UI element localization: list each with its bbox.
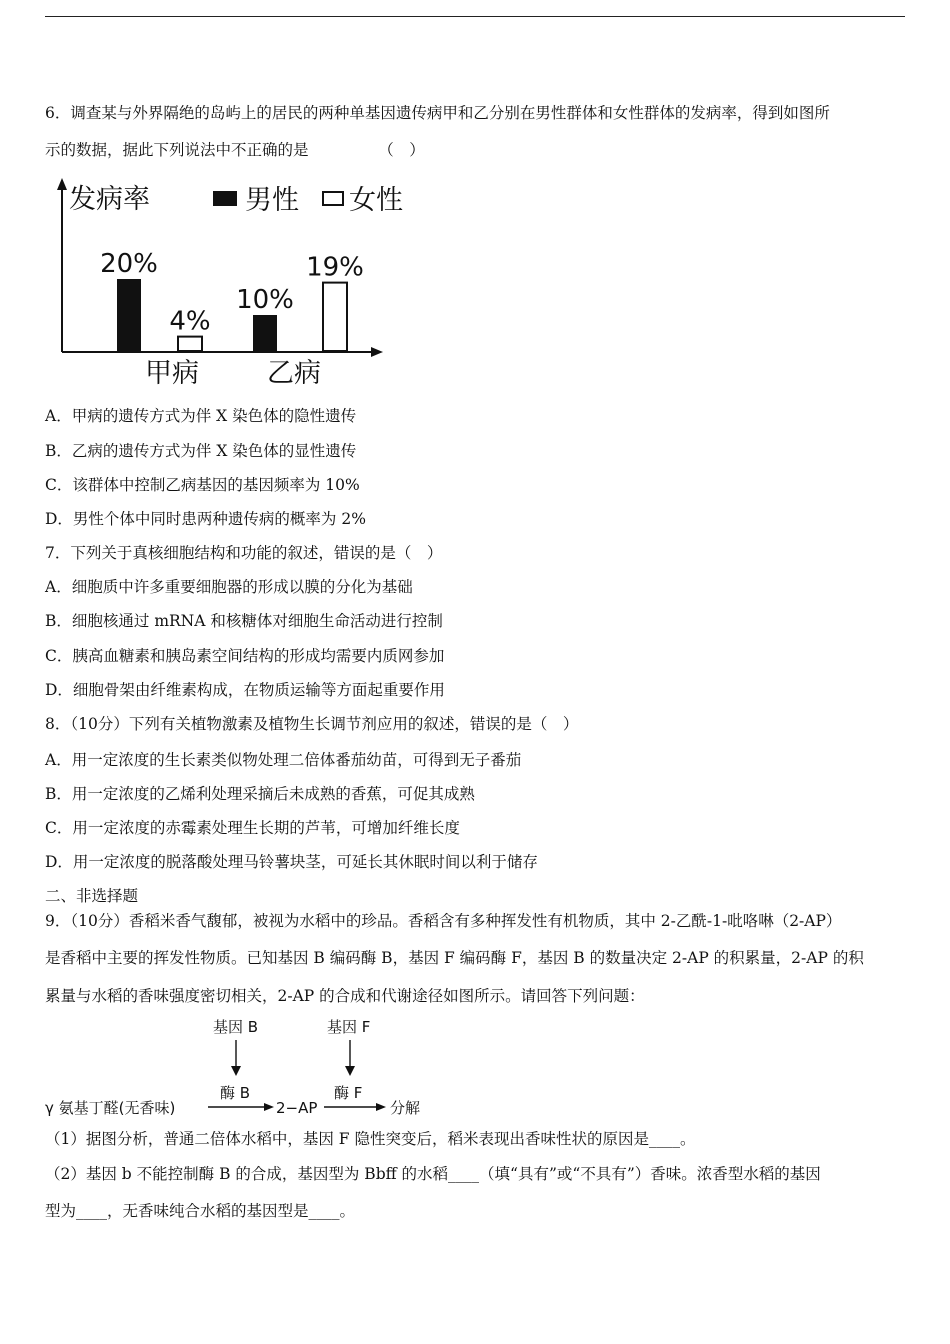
q7-stem: 7．下列关于真核细胞结构和功能的叙述，错误的是（ ） [45, 544, 443, 562]
x-axis-arrow-icon [371, 347, 383, 357]
q9-sub2-line1: （2）基因 b 不能控制酶 B 的合成，基因型为 Bbff 的水稻____（填“具有”或“不具有”）香味。浓香型水稻的基因 [45, 1165, 821, 1183]
q6-option-a: A．甲病的遗传方式为伴 X 染色体的隐性遗传 [45, 407, 357, 425]
legend-male-label: 男性 [245, 185, 299, 216]
enzyme-f-label: 酶 F [334, 1084, 363, 1102]
header-rule [45, 16, 905, 17]
q6-option-b: B．乙病的遗传方式为伴 X 染色体的显性遗传 [45, 442, 357, 460]
enzyme-b-label: 酶 B [220, 1084, 251, 1102]
product-label: 2−AP [276, 1099, 318, 1117]
data-label-male-yi: 10% [236, 285, 294, 315]
q8-stem: 8．（10分）下列有关植物激素及植物生长调节剂应用的叙述，错误的是（ ） [45, 715, 579, 733]
substrate-label: γ 氨基丁醛(无香味) [45, 1099, 176, 1117]
q8-option-a: A．用一定浓度的生长素类似物处理二倍体番茄幼苗，可得到无子番茄 [45, 751, 522, 769]
q6-stem-line1: 6．调查某与外界隔绝的岛屿上的居民的两种单基因遗传病甲和乙分别在男性群体和女性群体的发病率，得到如图所 [45, 104, 830, 122]
q9-stem-line1: 9．（10分）香稻米香气馥郁，被视为水稻中的珍品。香稻含有多种挥发性有机物质，其中 2-乙酰-1-吡咯啉（2-AP） [45, 912, 842, 930]
bar-female-yi [323, 283, 347, 351]
q9-sub1: （1）据图分析，普通二倍体水稻中，基因 F 隐性突变后，稻米表现出香味性状的原因是____。 [45, 1130, 696, 1148]
q7-option-a: A．细胞质中许多重要细胞器的形成以膜的分化为基础 [45, 578, 413, 596]
q8-option-d: D．用一定浓度的脱落酸处理马铃薯块茎，可延长其休眠时间以利于储存 [45, 853, 538, 871]
q9-stem-line3: 累量与水稻的香味强度密切相关，2-AP 的合成和代谢途径如图所示。请回答下列问题： [45, 987, 645, 1005]
reaction-arrowhead-2-icon [376, 1103, 386, 1111]
q9-stem-line2: 是香稻中主要的挥发性物质。已知基因 B 编码酶 B，基因 F 编码酶 F，基因 B 的数量决定 2-AP 的积累量，2-AP 的积 [45, 949, 864, 967]
q9-sub2-line2: 型为____，无香味纯合水稻的基因型是____。 [45, 1202, 356, 1220]
y-axis-arrow-icon [57, 178, 67, 190]
incidence-bar-chart [45, 176, 405, 391]
legend-female-label: 女性 [349, 185, 403, 216]
gene-b-label: 基因 B [213, 1018, 259, 1036]
q6-option-c: C．该群体中控制乙病基因的基因频率为 10% [45, 476, 360, 494]
category-label-jia: 甲病 [145, 358, 199, 389]
data-label-male-jia: 20% [100, 249, 158, 279]
q8-option-c: C．用一定浓度的赤霉素处理生长期的芦苇，可增加纤维长度 [45, 819, 460, 837]
q6-stem-line2: 示的数据，据此下列说法中不正确的是 （ ） [45, 141, 425, 159]
q7-option-c: C．胰高血糖素和胰岛素空间结构的形成均需要内质网参加 [45, 647, 445, 665]
section-heading: 二、非选择题 [45, 887, 139, 905]
end-label: 分解 [390, 1099, 421, 1117]
q7-option-d: D．细胞骨架由纤维素构成，在物质运输等方面起重要作用 [45, 681, 445, 699]
gene-b-arrowhead-icon [231, 1066, 241, 1076]
gene-f-arrowhead-icon [345, 1066, 355, 1076]
y-axis-label: 发病率 [69, 184, 150, 215]
legend-male-swatch [213, 191, 237, 206]
category-label-yi: 乙病 [267, 358, 321, 389]
data-label-female-jia: 4% [169, 306, 211, 337]
legend-female-swatch [323, 192, 343, 205]
bar-male-jia [117, 279, 141, 351]
bar-male-yi [253, 315, 277, 351]
reaction-arrowhead-1-icon [264, 1103, 274, 1111]
q6-option-d: D．男性个体中同时患两种遗传病的概率为 2% [45, 510, 366, 528]
bar-female-jia [178, 337, 202, 351]
q8-option-b: B．用一定浓度的乙烯利处理采摘后未成熟的香蕉，可促其成熟 [45, 785, 475, 803]
q7-option-b: B．细胞核通过 mRNA 和核糖体对细胞生命活动进行控制 [45, 612, 443, 630]
pathway-diagram [40, 1010, 440, 1125]
gene-f-label: 基因 F [327, 1018, 371, 1036]
data-label-female-yi: 19% [306, 252, 364, 283]
